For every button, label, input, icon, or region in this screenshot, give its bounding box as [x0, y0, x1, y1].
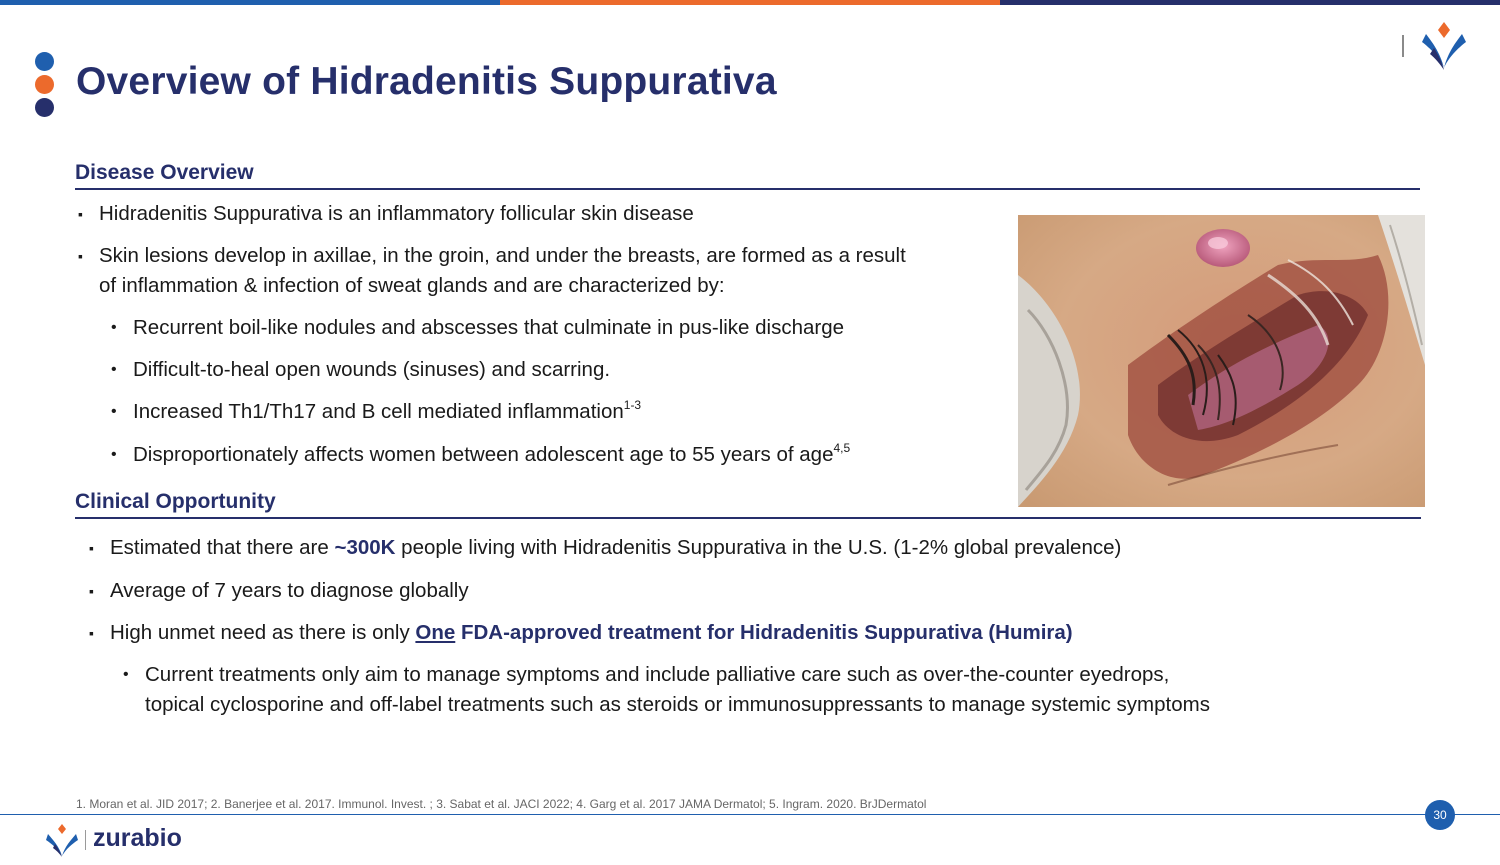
one-underlined-highlight: One: [415, 621, 456, 644]
overview-sub-3: [111, 397, 642, 427]
top-bar-orange: [500, 0, 1000, 5]
footnote-references: 1. Moran et al. JID 2017; 2. Banerjee et al. 2017. Immunol. Invest. ; 3. Sabat et al. JACI 2022; 4. Garg et al. 2017 JAMA Dermatol; 5. Ingram. 2020. BrJDermatol: [76, 797, 927, 811]
clinical-sub-1-line-1: Current treatments only aim to manage symptoms and include palliative care such as over-the-counter eyedrops,: [145, 663, 1170, 686]
reference-superscript: 4,5: [833, 441, 851, 455]
top-color-bar: [0, 0, 1500, 5]
overview-sub-3-text: Increased Th1/Th17 and B cell mediated inflammation: [133, 400, 624, 423]
dot-bullet-icon: •: [111, 446, 117, 463]
overview-sub-1: [111, 313, 845, 343]
clinical-bullet-3: [89, 618, 1073, 648]
clinical-opportunity-heading: Clinical Opportunity: [75, 490, 276, 513]
patient-count-highlight: ~300K: [334, 536, 396, 559]
reference-superscript: 1-3: [623, 398, 642, 412]
overview-sub-1-text: Recurrent boil-like nodules and abscesses that culminate in pus-like discharge: [133, 316, 845, 339]
skin-lesion-photo: [1018, 215, 1425, 507]
overview-sub-4: [111, 440, 851, 470]
zurabio-brand-icon: [44, 822, 84, 858]
disease-overview-heading: Disease Overview: [75, 161, 254, 184]
blue-dot-icon: [35, 52, 54, 71]
clinical-bullet-2-text: Average of 7 years to diagnose globally: [110, 579, 469, 602]
dot-bullet-icon: •: [111, 403, 117, 420]
title-dots: [35, 52, 54, 121]
square-bullet-icon: ▪: [89, 583, 94, 599]
overview-sub-4-text: Disproportionately affects women between adolescent age to 55 years of age: [133, 443, 834, 466]
fda-treatment-highlight: FDA-approved treatment for Hidradenitis Suppurativa (Humira): [455, 621, 1073, 644]
dot-bullet-icon: •: [111, 361, 117, 378]
overview-bullet-2: [78, 241, 906, 301]
overview-bullet-2-line-2: of inflammation & infection of sweat glands and are characterized by:: [99, 274, 725, 297]
brand-divider: [85, 830, 86, 850]
clinical-bullet-3-text: High unmet need as there is only: [110, 621, 416, 644]
dot-bullet-icon: •: [123, 666, 129, 683]
page-number-badge: 30: [1425, 800, 1455, 830]
clinical-bullet-1-text-end: people living with Hidradenitis Suppurativa in the U.S. (1-2% global prevalence): [395, 536, 1122, 559]
overview-bullet-1: [78, 199, 694, 229]
clinical-bullet-1: [89, 533, 1122, 563]
square-bullet-icon: ▪: [78, 206, 83, 222]
overview-sub-2: [111, 355, 611, 385]
page-title: Overview of Hidradenitis Suppurativa: [76, 60, 777, 103]
top-bar-blue: [0, 0, 500, 5]
footer-rule: [0, 814, 1500, 815]
top-bar-navy: [1000, 0, 1500, 5]
square-bullet-icon: ▪: [89, 540, 94, 556]
brand-wordmark: zurabio: [93, 824, 182, 852]
navy-dot-icon: [35, 98, 54, 117]
clinical-bullet-2: [89, 576, 469, 606]
overview-bullet-2-line-1: Skin lesions develop in axillae, in the groin, and under the breasts, are formed as a result: [99, 244, 906, 267]
zurabio-logo-icon: [1400, 18, 1480, 74]
disease-overview-rule: [75, 188, 1420, 190]
orange-dot-icon: [35, 75, 54, 94]
clinical-bullet-1-text: Estimated that there are: [110, 536, 335, 559]
clinical-sub-1-line-2: topical cyclosporine and off-label treatments such as steroids or immunosuppressants to manage systemic symptoms: [145, 693, 1210, 716]
dot-bullet-icon: •: [111, 319, 117, 336]
square-bullet-icon: ▪: [78, 248, 83, 264]
clinical-opportunity-rule: [75, 517, 1421, 519]
clinical-sub-1: [123, 660, 1210, 720]
square-bullet-icon: ▪: [89, 625, 94, 641]
overview-sub-2-text: Difficult-to-heal open wounds (sinuses) and scarring.: [133, 358, 611, 381]
overview-bullet-1-text: Hidradenitis Suppurativa is an inflammatory follicular skin disease: [99, 202, 694, 225]
